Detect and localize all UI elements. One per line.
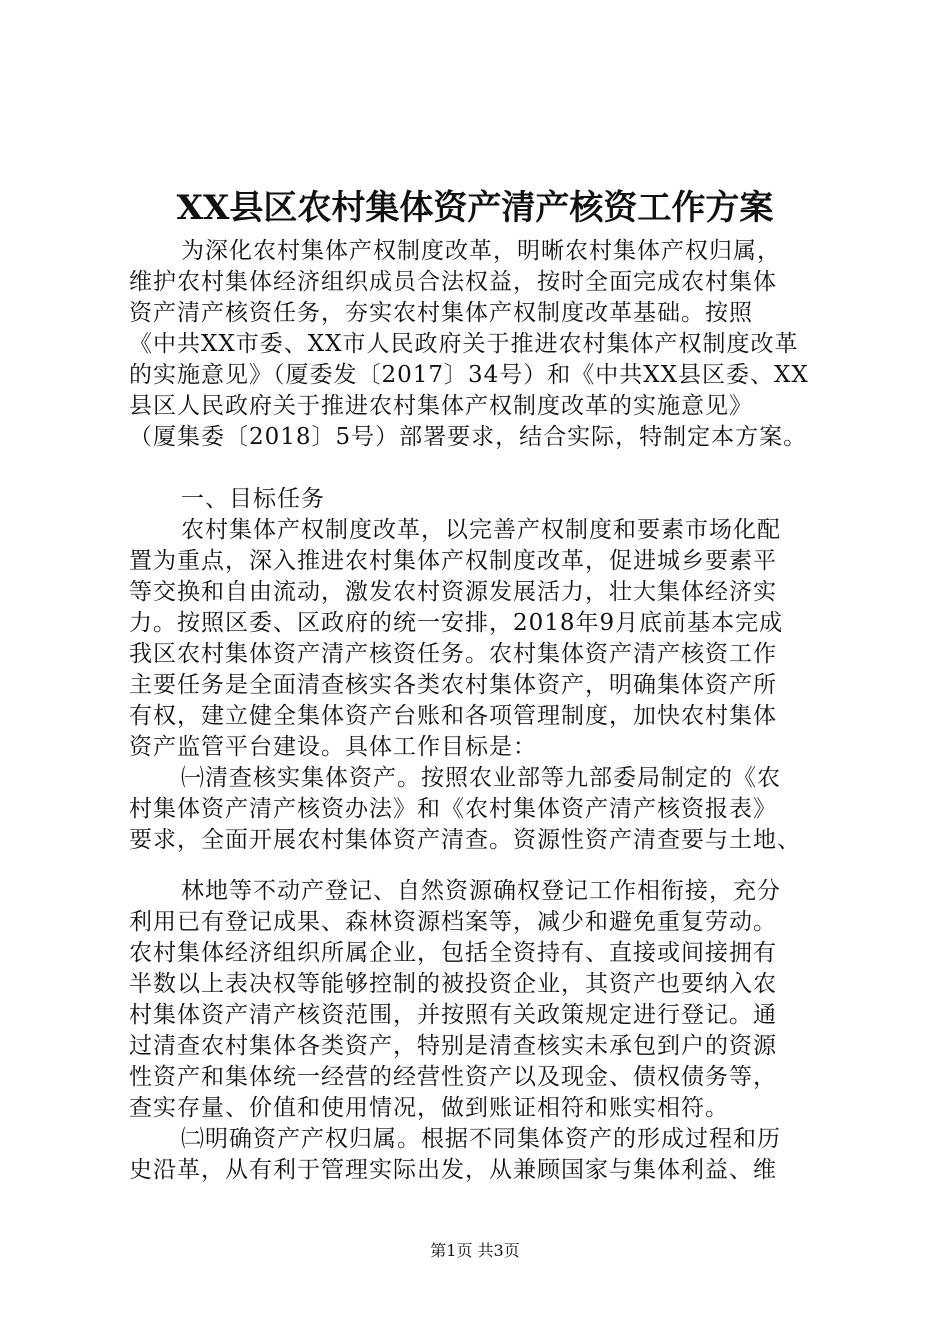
item1-paragraph: [129, 763, 839, 856]
text-line: 县区人民政府关于推进农村集体产权制度改革的实施意见》: [129, 393, 753, 419]
text-line: 性资产和集体统一经营的经营性资产以及现金、债权债务等，: [129, 1064, 777, 1090]
text-line: 林地等不动产登记、自然资源确权登记工作相衔接，充分: [181, 878, 781, 904]
text-line: 维护农村集体经济组织成员合法权益，按时全面完成农村集体: [129, 269, 777, 295]
text-line: 要求，全面开展农村集体资产清查。资源性资产清查要与土地、: [129, 827, 801, 853]
section-heading: [129, 484, 839, 515]
text-line: 有权，建立健全集体资产台账和各项管理制度，加快农村集体: [129, 703, 777, 729]
item2-paragraph: [129, 1124, 839, 1186]
text-line: （厦集委〔2018〕5号）部署要求，结合实际，特制定本方案。: [129, 424, 808, 450]
text-line: 农村集体产权制度改革，以完善产权制度和要素市场化配: [181, 517, 781, 543]
text-line: 主要任务是全面清查核实各类农村集体资产，明确集体资产所: [129, 672, 777, 698]
section-heading-text: 一、目标任务: [181, 486, 325, 512]
text-line: 农村集体经济组织所属企业，包括全资持有、直接或间接拥有: [129, 940, 777, 966]
intro-paragraph: [129, 236, 839, 453]
text-line: 利用已有登记成果、森林资源档案等，减少和避免重复劳动。: [129, 909, 777, 935]
text-line: 力。按照区委、区政府的统一安排，2018年9月底前基本完成: [129, 610, 784, 636]
text-line: 《中共XX市委、XX市人民政府关于推进农村集体产权制度改革: [129, 331, 799, 357]
text-line: 村集体资产清产核资范围，并按照有关政策规定进行登记。通: [129, 1002, 777, 1028]
text-line: 查实存量、价值和使用情况，做到账证相符和账实相符。: [129, 1095, 729, 1121]
section1-paragraph: [129, 515, 839, 763]
text-line: 史沿革，从有利于管理实际出发，从兼顾国家与集体利益、维: [129, 1157, 777, 1183]
text-line: ㈡明确资产产权归属。根据不同集体资产的形成过程和历: [181, 1126, 781, 1152]
text-line: 过清查农村集体各类资产，特别是清查核实未承包到户的资源: [129, 1033, 777, 1059]
text-line: 的实施意见》（厦委发〔2017〕34号）和《中共XX县区委、XX: [129, 362, 809, 388]
text-line: 资产清产核资任务，夯实农村集体产权制度改革基础。按照: [129, 300, 753, 326]
document-title: XX县区农村集体资产清产核资工作方案: [176, 188, 774, 228]
item1-continuation: [129, 876, 839, 1124]
text-line: 半数以上表决权等能够控制的被投资企业，其资产也要纳入农: [129, 971, 777, 997]
text-line: 资产监管平台建设。具体工作目标是：: [129, 734, 537, 760]
text-line: ㈠清查核实集体资产。按照农业部等九部委局制定的《农: [181, 765, 781, 791]
text-line: 等交换和自由流动，激发农村资源发展活力，壮大集体经济实: [129, 579, 777, 605]
text-line: 为深化农村集体产权制度改革，明晰农村集体产权归属，: [181, 238, 781, 264]
text-line: 置为重点，深入推进农村集体产权制度改革，促进城乡要素平: [129, 548, 777, 574]
text-line: 村集体资产清产核资办法》和《农村集体资产清产核资报表》: [129, 796, 777, 822]
text-line: 我区农村集体资产清产核资任务。农村集体资产清产核资工作: [129, 641, 777, 667]
page-number-footer: 第1页 共3页: [430, 1241, 520, 1260]
